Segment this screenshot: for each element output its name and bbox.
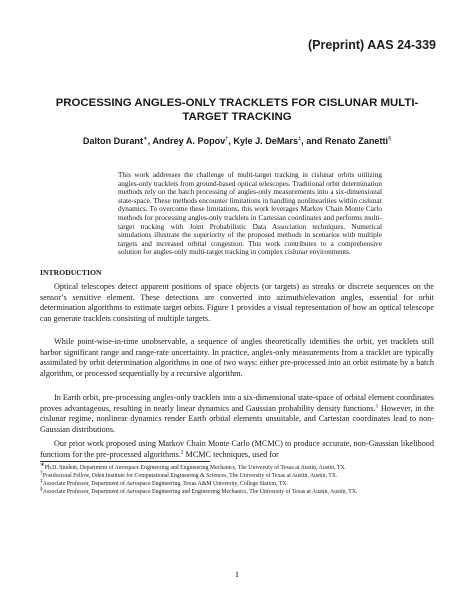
footnote-divider: [40, 461, 210, 462]
page-number: 1: [234, 570, 240, 579]
citation-mark: 2: [180, 448, 184, 455]
footnotes: [40, 462, 434, 497]
footnote-text: Ph.D. Student, Department of Aerospace Engineering and Engineering Mechanics, The University of Texas at Austin, Austin, TX.: [44, 465, 347, 471]
author-name: Kyle J. DeMars: [233, 136, 299, 146]
body-paragraph: Optical telescopes detect apparent positions of space objects (or targets) as streaks or discrete sequences on the sensor’s sensitive element. These detections are converted into azimuth/elevation angles, essential for orbit determination algorithms to estimate target orbits. Figure 1 provides a visual representation of how an optical telescope can generate tracklets consisting of multiple targets.: [40, 282, 434, 323]
footnote: [40, 462, 434, 473]
footnote-text: Associate Professor, Department of Aerospace Engineering and Engineering Mechanics, The University of Texas at Austin, Austin, TX.: [42, 488, 358, 495]
paragraph-text: Our prior work proposed using Markov Chain Monte Carlo (MCMC) to produce accurate, non-Gaussian likelihood functions for the pre-processed algorithms.: [40, 439, 434, 459]
section-heading: INTRODUCTION: [40, 268, 102, 277]
author-mark: †: [225, 135, 229, 142]
footnote-mark: ∗: [40, 462, 45, 469]
paper-title: PROCESSING ANGLES-ONLY TRACKLETS FOR CISLUNAR MULTI-TARGET TRACKING: [55, 97, 419, 123]
footnote-text: Postdoctoral Fellow, Oden Institute for Computational Engineering & Sciences, The University of Texas at Austin, Austin, TX.: [42, 472, 338, 479]
footnote-mark: §: [40, 486, 43, 493]
body-paragraph: [40, 439, 434, 460]
author-name: Dalton Durant: [82, 136, 143, 146]
body-paragraph: [40, 393, 434, 435]
preprint-label: (Preprint) AAS 24-339: [307, 38, 436, 52]
author-name: Andrey A. Popov: [152, 136, 226, 146]
author-mark: ‡: [298, 135, 302, 142]
author-name: and Renato Zanetti: [306, 136, 389, 146]
paragraph-text: However, in the cislunar regime, nonlinear dynamics render Earth orbital elements unsuitable, and Cartesian coordinates lead to non-Gaussian distributions.: [40, 403, 434, 434]
footnote-text: Associate Professor, Department of Aerospace Engineering, Texas A&M University, College Station, TX.: [42, 480, 288, 487]
paragraph-text: In Earth orbit, pre-processing angles-only tracklets into a six-dimensional state-space of orbital element coordinates proves advantageous, resulting in nearly linear dynamics and Gaussian probability density functions.: [40, 393, 434, 413]
author-mark: §: [388, 135, 392, 142]
footnote-mark: †: [40, 470, 43, 477]
body-paragraph: While point-wise-in-time unobservable, a sequence of angles theoretically identifies the orbit, yet tracklets still harbor significant range and range-rate uncertainty. In practice, angles-only measurements from a tracklet are typically assimilated by orbit determination algorithms in one of two ways: either pre-processed into an orbit estimate by a batch algorithm, or processed sequentially by a recursive algorithm.: [40, 337, 434, 378]
footnote: [40, 486, 434, 497]
citation-mark: 1: [375, 402, 379, 409]
abstract: This work addresses the challenge of multi-target tracking in cislunar orbits utilizing angles-only tracklets from ground-based optical telescopes. Traditional orbit determination methods rely on the batch processing of angles-only measurements into a six-dimensional state-space. These methods encounter limitations in handling nonlinearities within cislunar dynamics. To overcome these limitations, this work leverages Markov Chain Monte Carlo methods for processing angles-only tracklets in Cartesian coordinates and performs multi-target tracking with Joint Probabilistic Data Association techniques. Numerical simulations illustrate the superiority of the proposed methods in scenarios with multiple targets and increased orbital congestion. This work contributes to a comprehensive solution for angles-only multi-target tracking in complex cislunar environments.: [118, 171, 382, 257]
footnote: [40, 478, 434, 489]
footnote: [40, 470, 434, 481]
author-list: Dalton Durant∗, Andrey A. Popov†, Kyle J. DeMars‡, and Renato Zanetti§: [82, 135, 392, 146]
author-mark: ∗: [142, 135, 148, 142]
footnote-mark: ‡: [40, 478, 43, 485]
paragraph-text: MCMC techniques, used for: [183, 449, 279, 459]
